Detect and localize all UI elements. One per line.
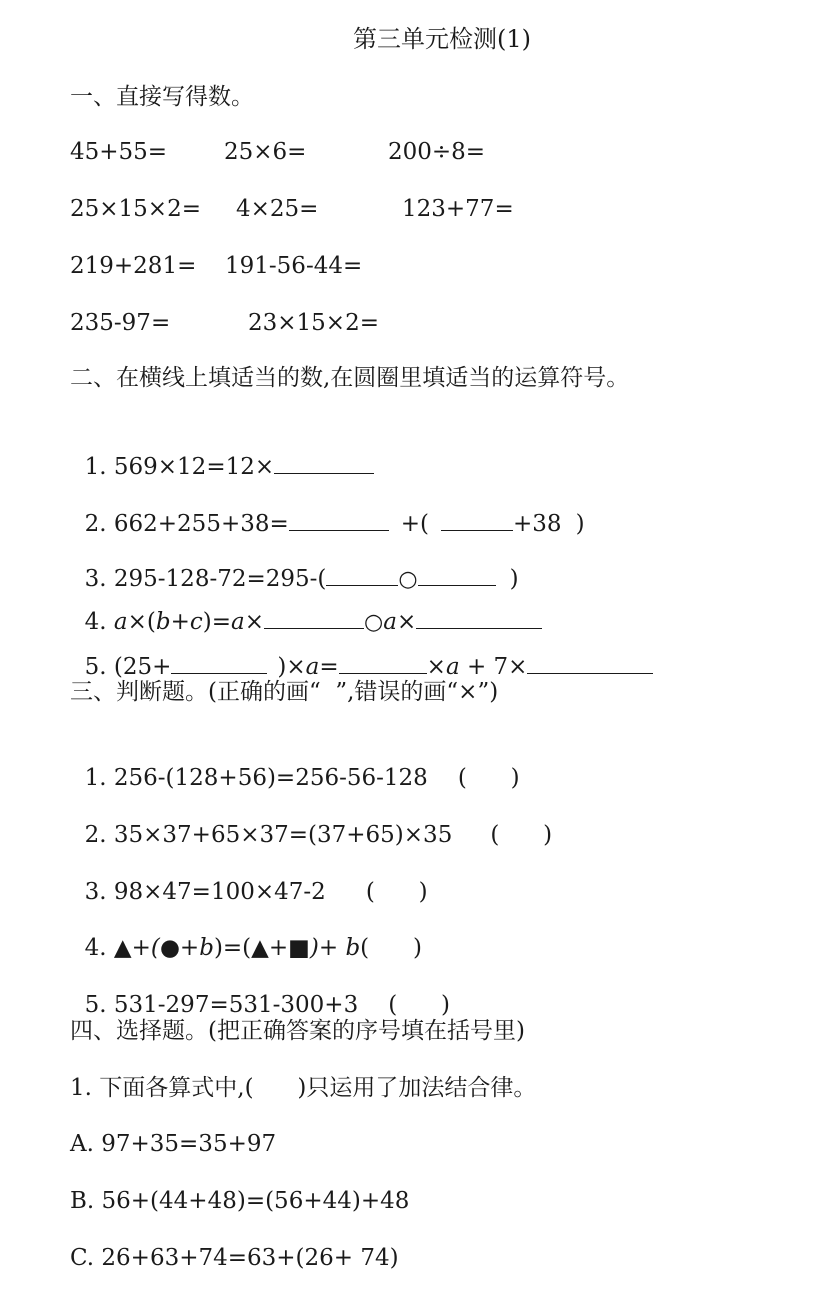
var-b: b [345, 935, 361, 961]
s2-q5-tail: + 7× [459, 654, 528, 680]
s2-q4-times: × [396, 609, 417, 635]
s1-r2-c3: 123+77= [402, 196, 514, 222]
s1-r3-c1: 219+281= [70, 253, 197, 279]
s2-q2-close: ) [575, 511, 585, 537]
circle-filled-icon: ● [159, 935, 180, 961]
s2-q4-op: ×( [127, 609, 156, 635]
s1-r2-c2: 4×25= [236, 196, 319, 222]
s4-option-c[interactable]: C. 26+63+74=63+(26+ 74) [70, 1245, 399, 1271]
s1-r4-c1: 235-97= [70, 310, 171, 336]
s2-q3-close: ) [509, 566, 519, 592]
s1-r3-c2: 191-56-44= [225, 253, 363, 279]
var-a: a [305, 654, 320, 680]
s3-item-2 [70, 790, 552, 850]
s1-r1-c1: 45+55= [70, 139, 168, 165]
s2-q4-num: 4. [84, 609, 107, 635]
s2-q4-eq: )= [202, 609, 232, 635]
s3-item-text: 3. 98×47=100×47-2 [84, 879, 326, 905]
s3-op: +( [131, 935, 160, 961]
section2-heading: 二、在横线上填适当的数,在圆圈里填适当的运算符号。 [70, 365, 630, 391]
s1-r1-c2: 25×6= [224, 139, 307, 165]
s3-op: + [179, 935, 200, 961]
s2-q5-mid: )× [277, 654, 306, 680]
s2-q4-times: × [244, 609, 265, 635]
s3-item-3 [70, 847, 428, 907]
s2-q5-times: × [426, 654, 446, 680]
answer-blank[interactable] [274, 451, 374, 474]
s2-q5-text: 5. (25+ [84, 654, 172, 680]
s3-op: + [268, 935, 289, 961]
var-a: a [383, 609, 397, 635]
var-b: b [155, 609, 171, 635]
square-filled-icon: ■ [288, 935, 310, 961]
s2-q4-plus: + [170, 609, 190, 635]
judge-answer-paren[interactable]: ( ) [360, 935, 422, 961]
s3-item-text: 2. 35×37+65×37=(37+65)×35 [84, 822, 453, 848]
judge-answer-paren[interactable]: ( ) [457, 765, 520, 791]
s4-option-a[interactable]: A. 97+35=35+97 [70, 1131, 277, 1157]
answer-blank[interactable] [171, 651, 267, 674]
section4-heading: 四、选择题。(把正确答案的序号填在括号里) [70, 1018, 525, 1044]
s2-q1 [70, 421, 374, 482]
s1-r4-c2: 23×15×2= [248, 310, 379, 336]
s3-item-text: 5. 531-297=531-300+3 [84, 992, 359, 1018]
section3-heading: 三、判断题。(正确的画“ ”,错误的画“×”) [70, 679, 499, 705]
section1-heading: 一、直接写得数。 [70, 84, 254, 110]
answer-blank[interactable] [527, 651, 653, 674]
s4-option-b[interactable]: B. 56+(44+48)=(56+44)+48 [70, 1188, 410, 1214]
answer-blank[interactable] [289, 508, 389, 531]
s2-q3-text: 3. 295-128-72=295-( [84, 566, 327, 592]
s3-op: )+ [309, 935, 346, 961]
s1-r1-c3: 200÷8= [388, 139, 486, 165]
page-title: 第三单元检测(1) [353, 25, 531, 53]
s2-q2-plus38: +38 [513, 511, 562, 537]
s4-q1: 1. 下面各算式中,( )只运用了加法结合律。 [70, 1075, 537, 1101]
s3-item-num: 4. [84, 935, 107, 961]
s2-q5-eq: = [319, 654, 339, 680]
s3-item-4 [70, 903, 422, 963]
var-b: b [199, 935, 214, 961]
s2-q2 [70, 478, 585, 539]
operator-circle-icon[interactable]: ○ [364, 610, 384, 635]
operator-circle-icon[interactable]: ○ [398, 567, 418, 592]
s2-q1-text: 1. 569×12=12× [84, 454, 275, 480]
s2-q2-text: 2. 662+255+38= [84, 511, 289, 537]
var-a: a [445, 654, 460, 680]
triangle-icon: ▲ [251, 935, 269, 961]
s3-op: )=( [213, 935, 252, 961]
judge-answer-paren[interactable]: ( ) [365, 879, 428, 905]
var-a: a [113, 609, 128, 635]
var-c: c [189, 609, 203, 635]
answer-blank[interactable] [339, 651, 427, 674]
judge-answer-paren[interactable]: ( ) [388, 992, 451, 1018]
s3-item-1 [70, 733, 520, 793]
triangle-icon: ▲ [113, 935, 132, 961]
s1-r2-c1: 25×15×2= [70, 196, 201, 222]
s2-q5 [70, 621, 653, 682]
s2-q2-mid: +( [400, 511, 430, 537]
var-a: a [231, 609, 245, 635]
s3-item-text: 1. 256-(128+56)=256-56-128 [84, 765, 428, 791]
s3-item-5 [70, 960, 450, 1020]
answer-blank[interactable] [441, 508, 513, 531]
judge-answer-paren[interactable]: ( ) [490, 822, 553, 848]
